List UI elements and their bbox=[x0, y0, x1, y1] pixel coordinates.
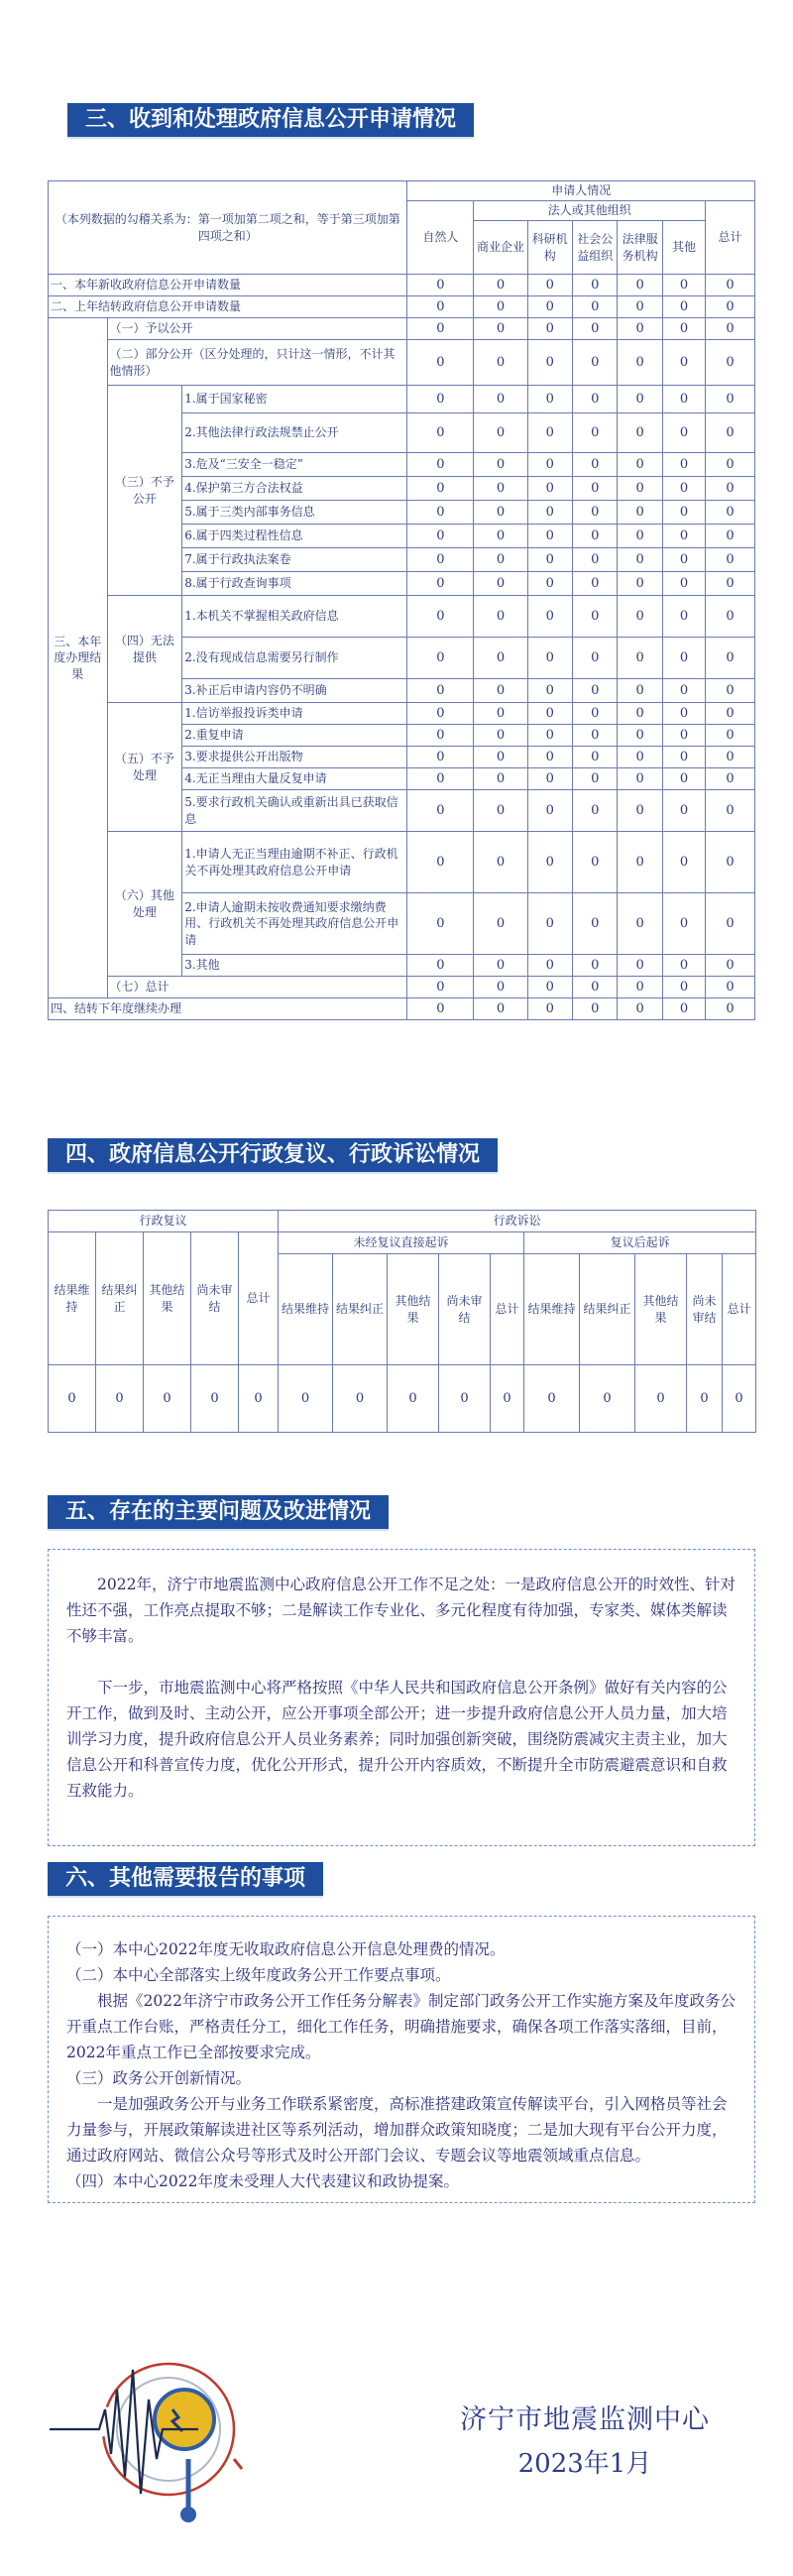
value-cell: 0 bbox=[662, 275, 705, 296]
footer-org: 济宁市地震监测中心 bbox=[460, 2404, 710, 2435]
value-cell: 0 bbox=[618, 893, 662, 955]
applicant-header: 申请人情况 bbox=[407, 181, 755, 201]
value-cell: 0 bbox=[662, 790, 705, 832]
value-cell: 0 bbox=[527, 679, 572, 703]
row-label: 2.重复申请 bbox=[182, 725, 407, 747]
review-header: 行政复议 bbox=[49, 1211, 279, 1232]
value-cell: 0 bbox=[527, 572, 572, 596]
value-cell: 0 bbox=[618, 548, 662, 572]
value-cell: 0 bbox=[407, 477, 474, 501]
review-col: 结果维持 bbox=[49, 1232, 96, 1365]
value-cell: 0 bbox=[706, 832, 755, 893]
value-cell: 0 bbox=[527, 977, 572, 998]
value-cell: 0 bbox=[706, 596, 755, 638]
value-cell: 0 bbox=[618, 998, 662, 1020]
section-5-box bbox=[48, 1549, 755, 1846]
value-cell: 0 bbox=[706, 453, 755, 477]
row-label: （二）部分公开（区分处理的，只计这一情形，不计其他情形） bbox=[107, 340, 407, 386]
value-cell: 0 bbox=[191, 1365, 239, 1433]
value-cell: 0 bbox=[635, 1365, 687, 1433]
col-nonprofit: 社会公益组织 bbox=[572, 221, 617, 275]
direct-col: 结果纠正 bbox=[333, 1254, 388, 1365]
value-cell: 0 bbox=[474, 893, 527, 955]
section-6-title: 六、其他需要报告的事项 bbox=[48, 1862, 323, 1896]
value-cell: 0 bbox=[618, 832, 662, 893]
value-cell: 0 bbox=[618, 725, 662, 747]
value-cell: 0 bbox=[527, 318, 572, 340]
value-cell: 0 bbox=[662, 501, 705, 525]
value-cell: 0 bbox=[662, 477, 705, 501]
value-cell: 0 bbox=[572, 275, 617, 296]
row-label: 2.申请人逾期未按收费通知要求缴纳费用、行政机关不再处理其政府信息公开申请 bbox=[182, 893, 407, 955]
col-research: 科研机构 bbox=[527, 221, 572, 275]
subgroup-label: （三）不予公开 bbox=[107, 386, 182, 596]
row-label: 4.无正当理由大量反复申请 bbox=[182, 768, 407, 790]
value-cell: 0 bbox=[662, 768, 705, 790]
value-cell: 0 bbox=[618, 768, 662, 790]
value-cell: 0 bbox=[407, 453, 474, 477]
value-cell: 0 bbox=[474, 548, 527, 572]
value-cell: 0 bbox=[706, 768, 755, 790]
value-cell: 0 bbox=[527, 275, 572, 296]
value-cell: 0 bbox=[618, 525, 662, 548]
value-cell: 0 bbox=[572, 832, 617, 893]
value-cell: 0 bbox=[706, 501, 755, 525]
value-cell: 0 bbox=[527, 893, 572, 955]
value-cell: 0 bbox=[527, 453, 572, 477]
value-cell: 0 bbox=[407, 318, 474, 340]
row-label: （一）予以公开 bbox=[107, 318, 407, 340]
direct-header: 未经复议直接起诉 bbox=[279, 1232, 524, 1254]
row-label: 一、本年新收政府信息公开申请数量 bbox=[49, 275, 407, 296]
value-cell: 0 bbox=[407, 703, 474, 725]
value-cell: 0 bbox=[527, 747, 572, 768]
value-cell: 0 bbox=[572, 638, 617, 679]
value-cell: 0 bbox=[474, 790, 527, 832]
value-cell: 0 bbox=[662, 725, 705, 747]
value-cell: 0 bbox=[407, 998, 474, 1020]
value-cell: 0 bbox=[474, 998, 527, 1020]
value-cell: 0 bbox=[706, 477, 755, 501]
value-cell: 0 bbox=[618, 977, 662, 998]
value-cell: 0 bbox=[662, 638, 705, 679]
value-cell: 0 bbox=[706, 893, 755, 955]
value-cell: 0 bbox=[572, 548, 617, 572]
value-cell: 0 bbox=[572, 296, 617, 318]
problem-paragraph: 2022年，济宁市地震监测中心政府信息公开工作不足之处：一是政府信息公开的时效性、针对性还不强，工作亮点提取不够；二是解读工作专业化、多元化程度有待加强，专家类、媒体类解读不够丰富。 bbox=[66, 1576, 736, 1645]
value-cell: 0 bbox=[572, 386, 617, 413]
subgroup-label: （五）不予处理 bbox=[107, 703, 182, 832]
value-cell: 0 bbox=[618, 501, 662, 525]
value-cell: 0 bbox=[388, 1365, 439, 1433]
value-cell: 0 bbox=[572, 572, 617, 596]
row-label: 1.属于国家秘密 bbox=[182, 386, 407, 413]
row-label: 5.属于三类内部事务信息 bbox=[182, 501, 407, 525]
value-cell: 0 bbox=[618, 296, 662, 318]
legal-header: 法人或其他组织 bbox=[474, 201, 706, 221]
value-cell: 0 bbox=[407, 790, 474, 832]
after-col: 尚未审结 bbox=[687, 1254, 723, 1365]
row-label: 7.属于行政执法案卷 bbox=[182, 548, 407, 572]
value-cell: 0 bbox=[687, 1365, 723, 1433]
value-cell: 0 bbox=[662, 572, 705, 596]
value-cell: 0 bbox=[572, 977, 617, 998]
litigation-header: 行政诉讼 bbox=[279, 1211, 756, 1232]
section-3-title: 三、收到和处理政府信息公开申请情况 bbox=[67, 103, 474, 137]
other-item-3: （三）政务公开创新情况。 bbox=[66, 2069, 252, 2087]
value-cell: 0 bbox=[572, 453, 617, 477]
value-cell: 0 bbox=[474, 525, 527, 548]
value-cell: 0 bbox=[706, 638, 755, 679]
value-cell: 0 bbox=[572, 525, 617, 548]
value-cell: 0 bbox=[439, 1365, 491, 1433]
value-cell: 0 bbox=[527, 638, 572, 679]
row-label: 3.其他 bbox=[182, 955, 407, 977]
direct-col: 结果维持 bbox=[279, 1254, 333, 1365]
row-label: 2.没有现成信息需要另行制作 bbox=[182, 638, 407, 679]
value-cell: 0 bbox=[572, 413, 617, 453]
value-cell: 0 bbox=[572, 340, 617, 386]
value-cell: 0 bbox=[407, 275, 474, 296]
value-cell: 0 bbox=[239, 1365, 279, 1433]
value-cell: 0 bbox=[706, 340, 755, 386]
other-item-2: （二）本中心全部落实上级年度政务公开工作要点事项。 bbox=[66, 1966, 451, 1984]
value-cell: 0 bbox=[474, 955, 527, 977]
value-cell: 0 bbox=[662, 340, 705, 386]
value-cell: 0 bbox=[527, 477, 572, 501]
review-col: 其他结果 bbox=[144, 1232, 191, 1365]
value-cell: 0 bbox=[572, 998, 617, 1020]
value-cell: 0 bbox=[618, 638, 662, 679]
value-cell: 0 bbox=[407, 768, 474, 790]
value-cell: 0 bbox=[723, 1365, 756, 1433]
after-col: 总计 bbox=[723, 1254, 756, 1365]
row-label: 四、结转下年度继续办理 bbox=[49, 998, 407, 1020]
value-cell: 0 bbox=[572, 501, 617, 525]
row-label: 1.申请人无正当理由逾期不补正、行政机关不再处理其政府信息公开申请 bbox=[182, 832, 407, 893]
value-cell: 0 bbox=[572, 768, 617, 790]
value-cell: 0 bbox=[662, 998, 705, 1020]
value-cell: 0 bbox=[706, 572, 755, 596]
value-cell: 0 bbox=[527, 998, 572, 1020]
value-cell: 0 bbox=[618, 596, 662, 638]
value-cell: 0 bbox=[706, 703, 755, 725]
value-cell: 0 bbox=[407, 340, 474, 386]
review-litigation-table bbox=[48, 1210, 756, 1433]
value-cell: 0 bbox=[527, 548, 572, 572]
value-cell: 0 bbox=[572, 725, 617, 747]
value-cell: 0 bbox=[474, 340, 527, 386]
seismograph-logo-icon bbox=[40, 2310, 278, 2548]
value-cell: 0 bbox=[572, 679, 617, 703]
value-cell: 0 bbox=[491, 1365, 524, 1433]
section-5-title: 五、存在的主要问题及改进情况 bbox=[48, 1495, 389, 1529]
value-cell: 0 bbox=[572, 477, 617, 501]
value-cell: 0 bbox=[474, 413, 527, 453]
value-cell: 0 bbox=[524, 1365, 580, 1433]
value-cell: 0 bbox=[662, 679, 705, 703]
value-cell: 0 bbox=[407, 893, 474, 955]
value-cell: 0 bbox=[407, 725, 474, 747]
value-cell: 0 bbox=[527, 955, 572, 977]
value-cell: 0 bbox=[49, 1365, 96, 1433]
direct-col: 其他结果 bbox=[388, 1254, 439, 1365]
corner-note: （本列数据的勾稽关系为：第一项加第二项之和，等于第三项加第四项之和） bbox=[49, 181, 407, 275]
value-cell: 0 bbox=[474, 703, 527, 725]
value-cell: 0 bbox=[572, 893, 617, 955]
other-item-3-detail: 一是加强政务公开与业务工作联系紧密度，高标准搭建政策宣传解读平台，引入网格员等社会力量参与，开展政策解读进社区等系列活动，增加群众政策知晓度；二是加大现有平台公开力度，通过政府网站、微信公众号等形式及时公开部门会议、专题会议等地震领域重点信息。 bbox=[66, 2095, 728, 2165]
row-label: 1.信访举报投诉类申请 bbox=[182, 703, 407, 725]
other-item-1: （一）本中心2022年度无收取政府信息公开信息处理费的情况。 bbox=[66, 1940, 506, 1958]
value-cell: 0 bbox=[618, 572, 662, 596]
value-cell: 0 bbox=[527, 525, 572, 548]
value-cell: 0 bbox=[474, 477, 527, 501]
row-label: 8.属于行政查询事项 bbox=[182, 572, 407, 596]
value-cell: 0 bbox=[618, 703, 662, 725]
value-cell: 0 bbox=[474, 296, 527, 318]
value-cell: 0 bbox=[618, 955, 662, 977]
value-cell: 0 bbox=[474, 832, 527, 893]
value-cell: 0 bbox=[706, 679, 755, 703]
value-cell: 0 bbox=[527, 296, 572, 318]
value-cell: 0 bbox=[96, 1365, 144, 1433]
value-cell: 0 bbox=[572, 747, 617, 768]
value-cell: 0 bbox=[527, 725, 572, 747]
value-cell: 0 bbox=[279, 1365, 333, 1433]
row-group-label: 三、本年度办理结果 bbox=[49, 318, 108, 998]
value-cell: 0 bbox=[474, 386, 527, 413]
row-label: 5.要求行政机关确认或重新出具已获取信息 bbox=[182, 790, 407, 832]
value-cell: 0 bbox=[618, 453, 662, 477]
value-cell: 0 bbox=[527, 768, 572, 790]
value-cell: 0 bbox=[662, 893, 705, 955]
value-cell: 0 bbox=[706, 747, 755, 768]
row-label: 4.保护第三方合法权益 bbox=[182, 477, 407, 501]
col-total: 总计 bbox=[706, 201, 755, 275]
row-label: （七）总计 bbox=[107, 977, 407, 998]
value-cell: 0 bbox=[407, 386, 474, 413]
value-cell: 0 bbox=[706, 318, 755, 340]
value-cell: 0 bbox=[407, 501, 474, 525]
row-label: 3.危及“三安全一稳定” bbox=[182, 453, 407, 477]
section-6-box bbox=[48, 1916, 755, 2203]
value-cell: 0 bbox=[527, 790, 572, 832]
value-cell: 0 bbox=[474, 977, 527, 998]
row-label: 1.本机关不掌握相关政府信息 bbox=[182, 596, 407, 638]
value-cell: 0 bbox=[407, 296, 474, 318]
subgroup-label: （六）其他处理 bbox=[107, 832, 182, 977]
value-cell: 0 bbox=[474, 596, 527, 638]
section-4-title: 四、政府信息公开行政复议、行政诉讼情况 bbox=[48, 1138, 498, 1172]
value-cell: 0 bbox=[618, 413, 662, 453]
value-cell: 0 bbox=[618, 386, 662, 413]
row-label: 3.补正后申请内容仍不明确 bbox=[182, 679, 407, 703]
value-cell: 0 bbox=[706, 413, 755, 453]
value-cell: 0 bbox=[618, 340, 662, 386]
row-label: 2.其他法律行政法规禁止公开 bbox=[182, 413, 407, 453]
value-cell: 0 bbox=[474, 638, 527, 679]
value-cell: 0 bbox=[333, 1365, 388, 1433]
other-item-2-detail: 根据《2022年济宁市政务公开工作任务分解表》制定部门政务公开工作实施方案及年度政务公开重点工作台账，严格责任分工，细化工作任务，明确措施要求，确保各项工作落实落细，目前，2022年重点工作已全部按要求完成。 bbox=[66, 1992, 736, 2061]
value-cell: 0 bbox=[662, 596, 705, 638]
value-cell: 0 bbox=[407, 572, 474, 596]
value-cell: 0 bbox=[572, 955, 617, 977]
value-cell: 0 bbox=[407, 977, 474, 998]
value-cell: 0 bbox=[572, 790, 617, 832]
value-cell: 0 bbox=[474, 318, 527, 340]
review-col: 尚未审结 bbox=[191, 1232, 239, 1365]
value-cell: 0 bbox=[618, 275, 662, 296]
value-cell: 0 bbox=[474, 275, 527, 296]
value-cell: 0 bbox=[407, 832, 474, 893]
value-cell: 0 bbox=[618, 679, 662, 703]
value-cell: 0 bbox=[662, 747, 705, 768]
value-cell: 0 bbox=[407, 548, 474, 572]
value-cell: 0 bbox=[706, 525, 755, 548]
value-cell: 0 bbox=[662, 318, 705, 340]
value-cell: 0 bbox=[662, 977, 705, 998]
value-cell: 0 bbox=[474, 501, 527, 525]
value-cell: 0 bbox=[407, 638, 474, 679]
review-col: 结果纠正 bbox=[96, 1232, 144, 1365]
value-cell: 0 bbox=[474, 747, 527, 768]
value-cell: 0 bbox=[572, 596, 617, 638]
value-cell: 0 bbox=[407, 679, 474, 703]
value-cell: 0 bbox=[662, 548, 705, 572]
subgroup-label: （四）无法提供 bbox=[107, 596, 182, 703]
direct-col: 尚未审结 bbox=[439, 1254, 491, 1365]
col-business: 商业企业 bbox=[474, 221, 527, 275]
after-col: 结果纠正 bbox=[580, 1254, 635, 1365]
value-cell: 0 bbox=[474, 679, 527, 703]
value-cell: 0 bbox=[706, 296, 755, 318]
value-cell: 0 bbox=[527, 413, 572, 453]
value-cell: 0 bbox=[474, 572, 527, 596]
value-cell: 0 bbox=[662, 703, 705, 725]
applications-table bbox=[48, 180, 755, 1020]
value-cell: 0 bbox=[662, 453, 705, 477]
value-cell: 0 bbox=[407, 525, 474, 548]
value-cell: 0 bbox=[407, 747, 474, 768]
value-cell: 0 bbox=[474, 725, 527, 747]
col-legal-service: 法律服务机构 bbox=[618, 221, 662, 275]
value-cell: 0 bbox=[572, 703, 617, 725]
after-header: 复议后起诉 bbox=[524, 1232, 756, 1254]
row-label: 二、上年结转政府信息公开申请数量 bbox=[49, 296, 407, 318]
value-cell: 0 bbox=[662, 525, 705, 548]
col-other: 其他 bbox=[662, 221, 705, 275]
value-cell: 0 bbox=[706, 386, 755, 413]
value-cell: 0 bbox=[527, 832, 572, 893]
value-cell: 0 bbox=[618, 477, 662, 501]
value-cell: 0 bbox=[144, 1365, 191, 1433]
value-cell: 0 bbox=[706, 977, 755, 998]
value-cell: 0 bbox=[407, 413, 474, 453]
review-col: 总计 bbox=[239, 1232, 279, 1365]
value-cell: 0 bbox=[527, 340, 572, 386]
value-cell: 0 bbox=[527, 703, 572, 725]
value-cell: 0 bbox=[474, 453, 527, 477]
value-cell: 0 bbox=[527, 596, 572, 638]
value-cell: 0 bbox=[618, 318, 662, 340]
value-cell: 0 bbox=[706, 725, 755, 747]
value-cell: 0 bbox=[662, 955, 705, 977]
value-cell: 0 bbox=[706, 275, 755, 296]
value-cell: 0 bbox=[407, 596, 474, 638]
other-item-4: （四）本中心2022年度未受理人大代表建议和政协提案。 bbox=[66, 2172, 459, 2190]
value-cell: 0 bbox=[706, 998, 755, 1020]
col-natural-person: 自然人 bbox=[407, 201, 474, 275]
value-cell: 0 bbox=[662, 386, 705, 413]
value-cell: 0 bbox=[706, 790, 755, 832]
value-cell: 0 bbox=[706, 955, 755, 977]
value-cell: 0 bbox=[706, 548, 755, 572]
row-label: 3.要求提供公开出版物 bbox=[182, 747, 407, 768]
value-cell: 0 bbox=[527, 501, 572, 525]
value-cell: 0 bbox=[474, 768, 527, 790]
row-label: 6.属于四类过程性信息 bbox=[182, 525, 407, 548]
after-col: 其他结果 bbox=[635, 1254, 687, 1365]
improvement-paragraph: 下一步，市地震监测中心将严格按照《中华人民共和国政府信息公开条例》做好有关内容的公开工作，做到及时、主动公开，应公开事项全部公开；进一步提升政府信息公开人员力量，加大培训学习力度，提升政府信息公开人员业务素养；同时加强创新突破，围绕防震减灾主责主业，加大信息公开和科普宣传力度，优化公开形式，提升公开内容质效，不断提升全市防震避震意识和自救互救能力。 bbox=[66, 1679, 728, 1800]
value-cell: 0 bbox=[527, 386, 572, 413]
value-cell: 0 bbox=[618, 747, 662, 768]
value-cell: 0 bbox=[662, 413, 705, 453]
footer-date: 2023年1月 bbox=[517, 2449, 652, 2479]
value-cell: 0 bbox=[662, 296, 705, 318]
value-cell: 0 bbox=[572, 318, 617, 340]
direct-col: 总计 bbox=[491, 1254, 524, 1365]
value-cell: 0 bbox=[618, 790, 662, 832]
value-cell: 0 bbox=[407, 955, 474, 977]
value-cell: 0 bbox=[662, 832, 705, 893]
value-cell: 0 bbox=[580, 1365, 635, 1433]
after-col: 结果维持 bbox=[524, 1254, 580, 1365]
